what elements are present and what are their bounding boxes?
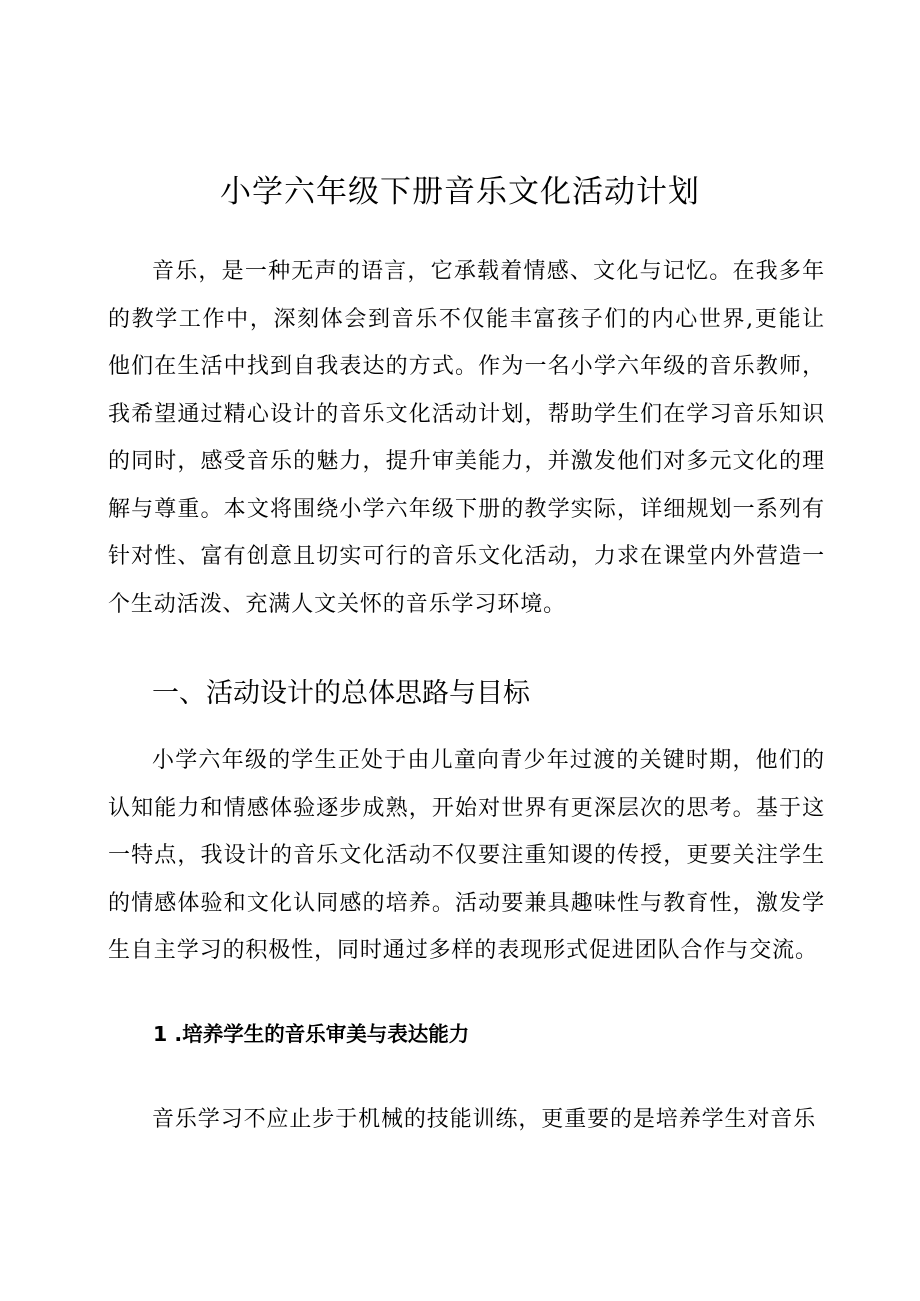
- section-paragraph: 小学六年级的学生正处于由儿童向青少年过渡的关键时期，他们的认知能力和情感体验逐步成熟，开始对世界有更深层次的思考。基于这一特点，我设计的音乐文化活动不仅要注重知谡的传授，更要关注学生的情感体验和文化认同感的培养。活动要兼具趣味性与教育性，激发学生自主学习的积极性，同时通过多样的表现形式促进团队合作与交流。: [108, 748, 825, 963]
- section-heading: 一、活动设计的总体思路与目标: [152, 678, 530, 709]
- intro-paragraph: 音乐，是一种无声的语言，它承载着情感、文化与记忆。在我多年的教学工作中，深刻体会到音乐不仅能丰富孩子们的内心世界,更能让他们在生活中找到自我表达的方式。作为一名小学六年级的音乐教师，我希望通过精心设计的音乐文化活动计划，帮助学生们在学习音乐知识的同时，感受音乐的魅力，提升审美能力，并激发他们对多元文化的理解与尊重。本文将围绕小学六年级下册的教学实际，详细规划一系列有针对性、富有创意且切实可行的音乐文化活动，力求在课堂内外营造一个生动活泼、充满人文关怀的音乐学习环境。: [108, 259, 825, 617]
- subsection-paragraph: 音乐学习不应止步于机械的技能训练，更重要的是培养学生对音乐: [152, 1107, 817, 1132]
- document-title: 小学六年级下册音乐文化活动计划: [220, 174, 700, 210]
- subsection-heading: 1 .培养学生的音乐审美与表达能力: [153, 1022, 470, 1046]
